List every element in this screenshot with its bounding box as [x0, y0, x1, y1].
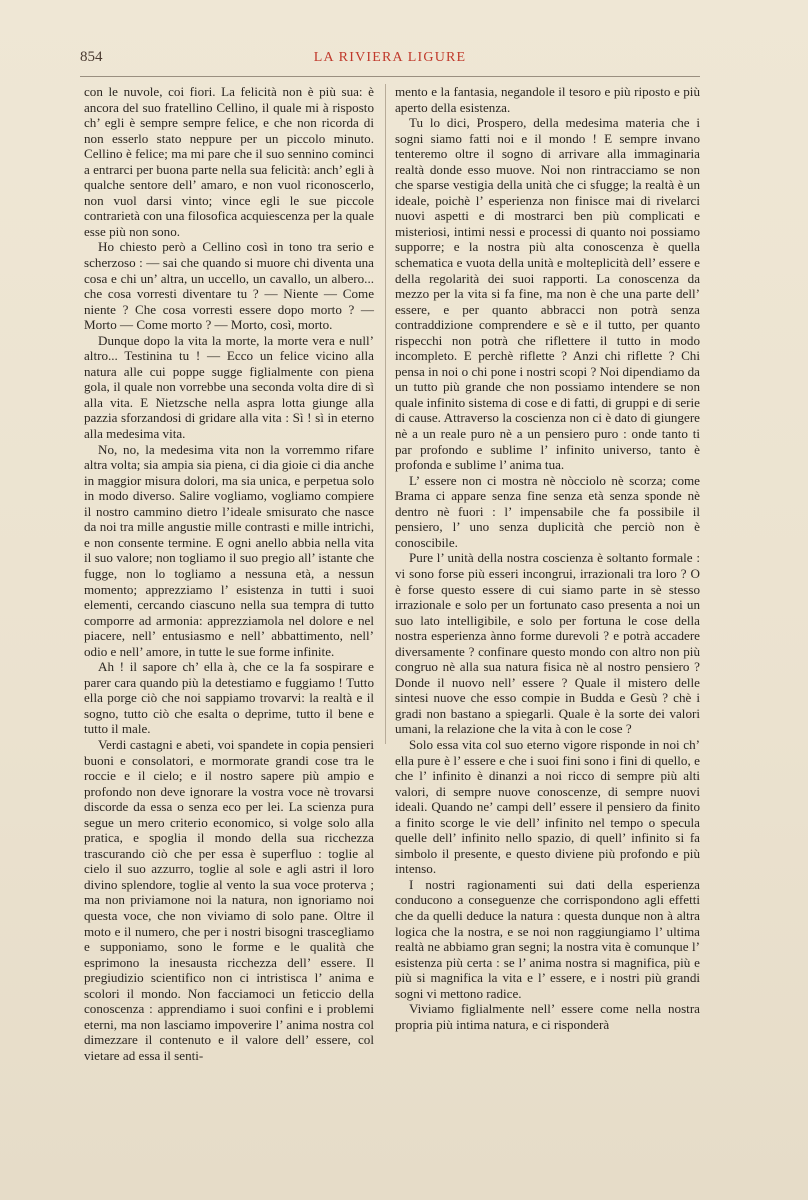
header-rule — [80, 76, 700, 77]
column-divider — [385, 84, 386, 744]
paragraph: Verdi castagni e abeti, voi spandete in copia pensieri buoni e consolatori, e mormorate grandi cose tra le roccie e il cielo; e il nostro sapere più ampio e profondo non deve ignorare la vostra voce nè trovarsi discorde da essa o senza eco per lei. La scienza pura segue un mero criterio economico, si volge solo alla pratica, e spoglia il mondo della sua ricchezza trascurando ciò che per essa è superfluo : toglie al cielo il suo azzurro, toglie al sole e agli astri il loro divino splendore, toglie al vento la sua voce proterva ; ma non priviamone noi la natura, non ignoriamo noi questa voce, che non viviamo di solo pane. Oltre il moto e il numero, che per i nostri bisogni trascegliamo e supponiamo, sono le forme e le qualità che esprimono la inesausta ricchezza dell’ essere. Il pregiudizio scientifico non ci intristisca l’ anima e scolori il mondo. Non facciamoci un feticcio della conoscenza : apprendiamo i suoi confini e i problemi eterni, ma non lasciamo impoverire l’ anima nostra col dimezzare il contenuto e il valore dell’ essere, col vietare ad essa il senti- — [84, 736, 374, 1063]
paragraph: L’ essere non ci mostra nè nòcciolo nè scorza; come Brama ci appare senza fine senza età senza sponde nè dentro nè fuori : l’ impensabile che fa possibile il pensiero, l’ uno senza duplicità che perciò non è conoscibile. — [395, 472, 700, 550]
left-column — [84, 84, 374, 1063]
paragraph: Viviamo figlialmente nell’ essere come nella nostra propria più intima natura, e ci risponderà — [395, 1001, 700, 1032]
page-header — [80, 49, 700, 69]
paragraph: Tu lo dici, Prospero, della medesima materia che i sogni siamo fatti noi e il mondo ! E sempre invano tenteremo oltre il sogno di arrivare alla immaginaria realtà donde esso muove. Noi non rintracciamo se non che sparse vestigia della unità che ci sfugge; la realtà è un ideale, poichè l’ esperienza non finisce mai di rivelarci nuovi aspetti e di mostrarci ben più complicati e misteriosi, intimi nessi e processi di quanto noi possiamo supporre; e la nostra più alta conoscenza è quella schematica e vuota della unità e molteplicità dell’ essere e della regolarità dei suoi rapporti. La conoscenza da mezzo per la vita si fa fine, ma non è che una parte dell’ essere, e per quanto abbracci non potrà senza contraddizione comprendere e sè e il tutto, per quanto rispecchi non potrà che riflettere il tutto in modo incompleto. E perchè riflette ? Anzi chi riflette ? Chi pensa in noi o chi pone i nostri scopi ? Noi dipendiamo da un tutto più grande che non possiamo intendere se non quale infinito sistema di cose e di fatti, di gruppi e di serie di cause. Attraverso la coscienza non ci è dato di giungere nè a un reale puro nè a un pensiero puro : onde tanto ti par profondo e sublime l’ infinito universo, tanto è profonda e sublime l’ anima tua. — [395, 115, 700, 473]
paragraph: Ho chiesto però a Cellino così in tono tra serio e scherzoso : — sai che quando si muore chi diventa una cosa e chi un’ altra, un uccello, un cavallo, un albero... che cosa vorresti diventare tu ? — Niente — Come niente ? Che cosa vorresti essere dopo morto ? — Morto — Come morto ? — Morto, così, morto. — [84, 239, 374, 333]
paragraph: Dunque dopo la vita la morte, la morte vera e null’ altro... Testinina tu ! — Ecco un felice vicino alla natura alle cui poppe sugge figlialmente con piena gola, il quale non vorrebbe una seconda volta dire di sì alla vita. E Nietzsche nella aspra lotta giunge alla pazzia sforzandosi di gridare alla vita : Sì ! sì in eterno alla medesima vita. — [84, 332, 374, 442]
running-title: LA RIVIERA LIGURE — [313, 50, 467, 65]
paragraph: con le nuvole, coi fiori. La felicità non è più sua: è ancora del suo fratellino Cellino, il quale mi à risposto ch’ egli è sempre sempre felice, e che non ricorda di non esserlo stato neppure per un piccolo minuto. Cellino è felice; ma mi pare che il suo sennino cominci a entrarci per buona parte nella sua felicità: anch’ egli à qualche sentore dell’ amaro, e non vuol riconoscerlo, non vuol darsi vinto; vince egli le sue piccole contrarietà con una filosofica acquiescenza per la quale esse più non sono. — [84, 84, 374, 239]
paragraph: Solo essa vita col suo eterno vigore risponde in noi ch’ ella pure è l’ essere e che i suoi fini sono i fini di quello, e che l’ infinito è dinanzi a noi ricco di sempre più alti valori, di sempre nuove conoscenze, di sempre nuovi ideali. Quando ne’ campi dell’ essere il pensiero da finito a finito scorge le vie dell’ infinito nel tempo o specula quelle dell’ infinito nello spazio, di quell’ infinito si fa simbolo il presente, e questo diviene più profondo e più intenso. — [395, 736, 700, 877]
paragraph: mento e la fantasia, negandole il tesoro e più riposto e più aperto della esistenza. — [395, 84, 700, 115]
paragraph: No, no, la medesima vita non la vorremmo rifare altra volta; sia ampia sia piena, ci dia gioie ci dia anche in maggior misura dolori, ma sia unica, e perpetua solo in modo diverso. Salire vogliamo, vogliamo compiere il nostro cammino dietro l’ideale smisurato che nasce da noi tra mille angustie mille contrasti e mille intrichi, e non consente termine. E ogni anello abbia nella vita il suo valore; non togliamo il suo pregio all’ istante che fugge, non lo togliamo a nessuna età, a nessun momento; apprezziamo l’ esistenza in tutti i suoi elementi, cercando ciascuno nella sua tempra di tutto comporre ad armonia: apprezziamola nel dolore e nel piacere, nell’ entusiasmo e nell’ abbattimento, nell’ odio e nell’ amore, in tutte le sue forme infinite. — [84, 441, 374, 659]
paragraph: I nostri ragionamenti sui dati della esperienza conducono a conseguenze che corrispondono agli effetti che da quelli deduce la natura : questa dunque non à altra logica che la nostra, e se noi non raggiungiamo l’ ultima realtà ne abbiamo gran segni; la nostra vita è comunque l’ esistenza più certa : se l’ anima nostra si magnifica, più e più si magnifica la vita e l’ essere, e i nostri più grandi sogni vi mettono radice. — [395, 876, 700, 1001]
paragraph: Pure l’ unità della nostra coscienza è soltanto formale : vi sono forse più esseri incongrui, irrazionali tra loro ? O è forse questo essere di cui siamo parte in sè stesso irrazionale e solo per un fortunato caso presenta a noi un suo lato intelligibile, e solo per fortuna le cose della nostra esperienza ànno forme durevoli ? e potrà accadere diversamente ? confinare questo mondo con altro non più congruo nè alla sua natura fisica nè al nostro pensiero ? Donde il nuovo nell’ essere ? Quale il mistero delle sintesi nuove che esso compie in Budda e Gesù ? chè i gradi non bastano a spiegarli. Quale è la sorte dei valori umani, la relazione che la vita à con le cose ? — [395, 550, 700, 737]
page-number: 854 — [80, 49, 103, 65]
right-column — [395, 84, 700, 1032]
paragraph: Ah ! il sapore ch’ ella à, che ce la fa sospirare e parer cara quando più la detestiamo e fuggiamo ! Tutto ella porge ciò che noi sappiamo trovarvi: la realtà e il sogno, tutto ciò che esalta o deprime, tutto il bene e tutto il male. — [84, 659, 374, 737]
